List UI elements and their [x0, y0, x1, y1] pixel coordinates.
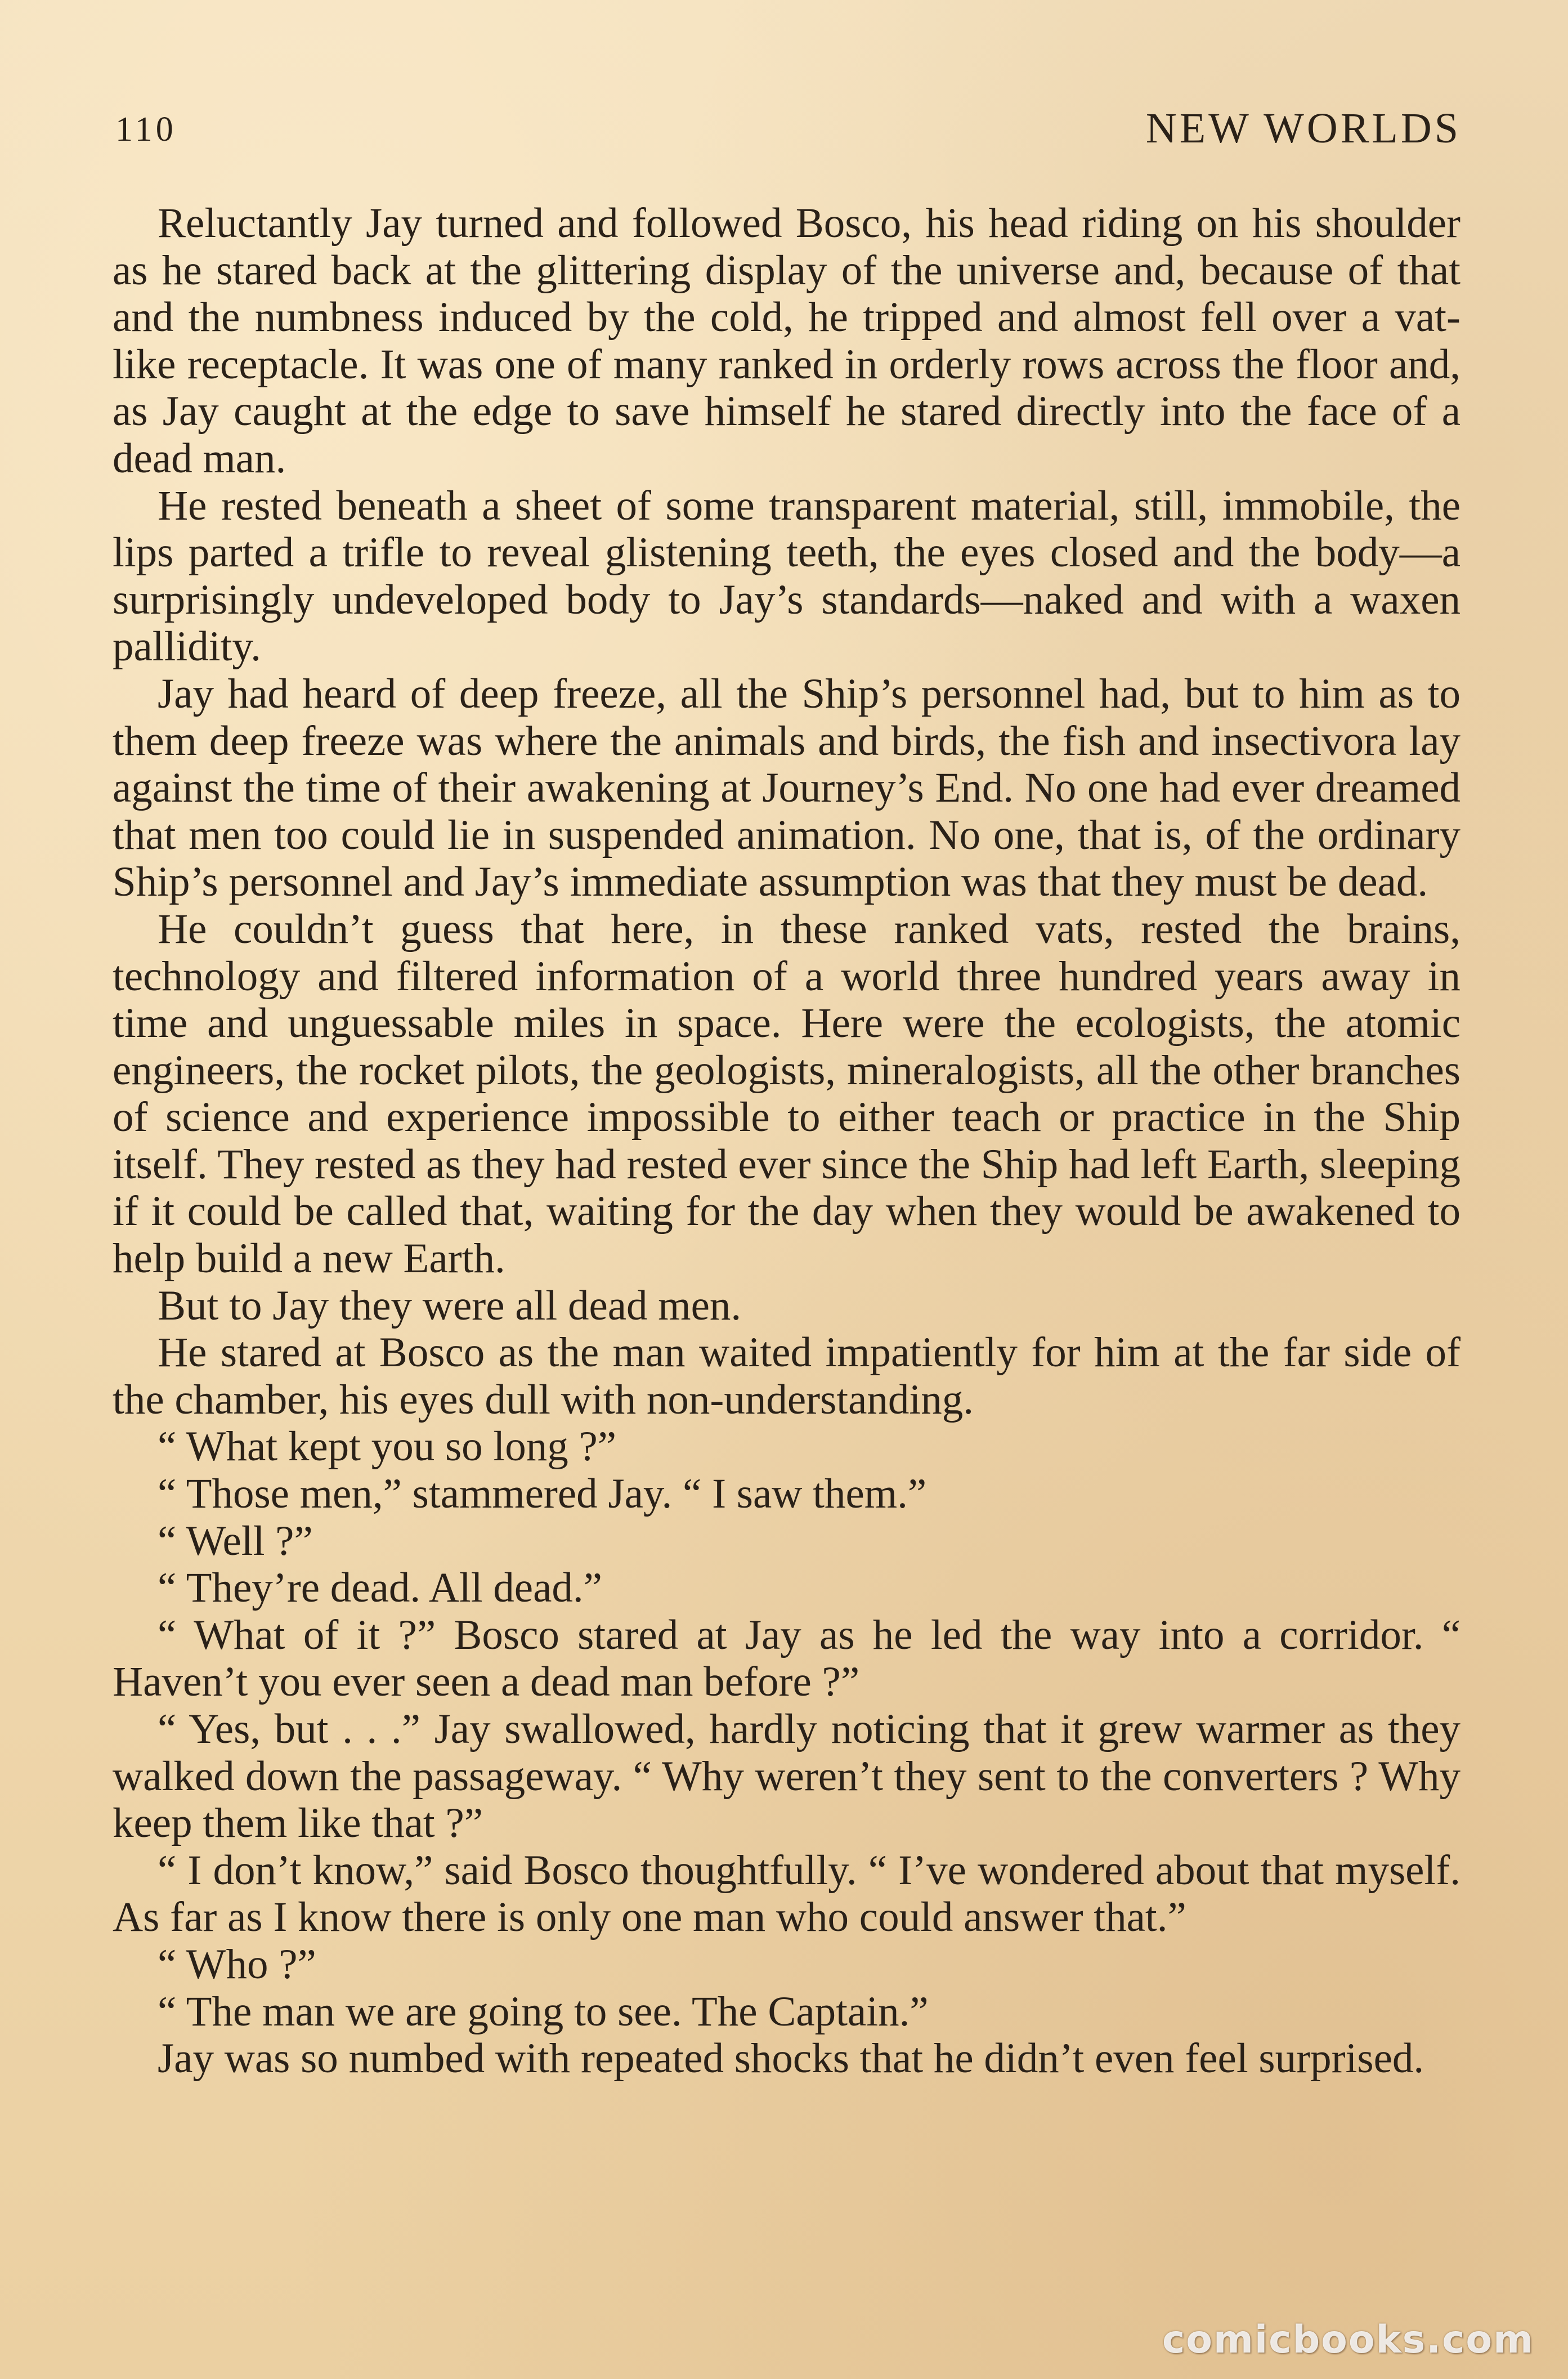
dialogue-line: “ Well ?”: [158, 1517, 313, 1564]
dialogue-line: “ The man we are going to see. The Captain.”: [158, 1988, 929, 2035]
body-text: [113, 200, 1461, 2082]
dialogue-line: “ What of it ?” Bosco stared at Jay as he led the way into a corridor. “ Haven’t you ever seen a dead man before ?”: [113, 1611, 1461, 1706]
page-number: 110: [115, 110, 177, 149]
dialogue-line: “ Those men,” stammered Jay. “ I saw them.”: [158, 1470, 927, 1518]
watermark: comicbooks.com: [1162, 2318, 1534, 2362]
dialogue-line: “ What kept you so long ?”: [158, 1423, 617, 1470]
paragraph: But to Jay they were all dead men.: [158, 1282, 742, 1329]
paragraph: Jay was so numbed with repeated shocks that he didn’t even feel surprised.: [158, 2035, 1424, 2082]
paragraph: He rested beneath a sheet of some transparent material, still, immobile, the lips parted a trifle to reveal glistening teeth, the eyes closed and the body—a surprisingly undeveloped body to Jay’s standards—naked and with a waxen pallidity.: [113, 482, 1461, 670]
paragraph: He stared at Bosco as the man waited impatiently for him at the far side of the chamber, his eyes dull with non-understanding.: [113, 1329, 1461, 1423]
paragraph: He couldn’t guess that here, in these ranked vats, rested the brains, technology and filtered information of a world three hundred years away in time and unguessable miles in space. Here were the ecologists, the atomic engineers, the rocket pilots, the geologists, mineralogists, all the other branches of science and experience impossible to either teach or practice in the Ship itself. They rested as they had rested ever since the Ship had left Earth, sleeping if it could be called that, waiting for the day when they would be awakened to help build a new Earth.: [113, 905, 1461, 1282]
paragraph: Reluctantly Jay turned and followed Bosco, his head riding on his shoulder as he stared back at the glittering display of the universe and, because of that and the numbness induced by the cold, he tripped and almost fell over a vat-like receptacle. It was one of many ranked in orderly rows across the floor and, as Jay caught at the edge to save himself he stared directly into the face of a dead man.: [113, 200, 1461, 482]
dialogue-line: “ Who ?”: [158, 1940, 316, 1988]
dialogue-line: “ I don’t know,” said Bosco thoughtfully. “ I’ve wondered about that myself. As far as I know there is only one man who could answer that.”: [113, 1846, 1461, 1941]
running-head: NEW WORLDS: [1145, 105, 1461, 152]
dialogue-line: “ They’re dead. All dead.”: [158, 1564, 602, 1612]
dialogue-line: “ Yes, but . . .” Jay swallowed, hardly noticing that it grew warmer as they walked down the passageway. “ Why weren’t they sent to the converters ? Why keep them like that ?”: [113, 1706, 1461, 1847]
page-header: [115, 104, 1461, 155]
paragraph: Jay had heard of deep freeze, all the Ship’s personnel had, but to him as to them deep freeze was where the animals and birds, the fish and insectivora lay against the time of their awakening at Journey’s End. No one had ever dreamed that men too could lie in suspended animation. No one, that is, of the ordinary Ship’s personnel and Jay’s immediate assumption was that they must be dead.: [113, 670, 1461, 906]
